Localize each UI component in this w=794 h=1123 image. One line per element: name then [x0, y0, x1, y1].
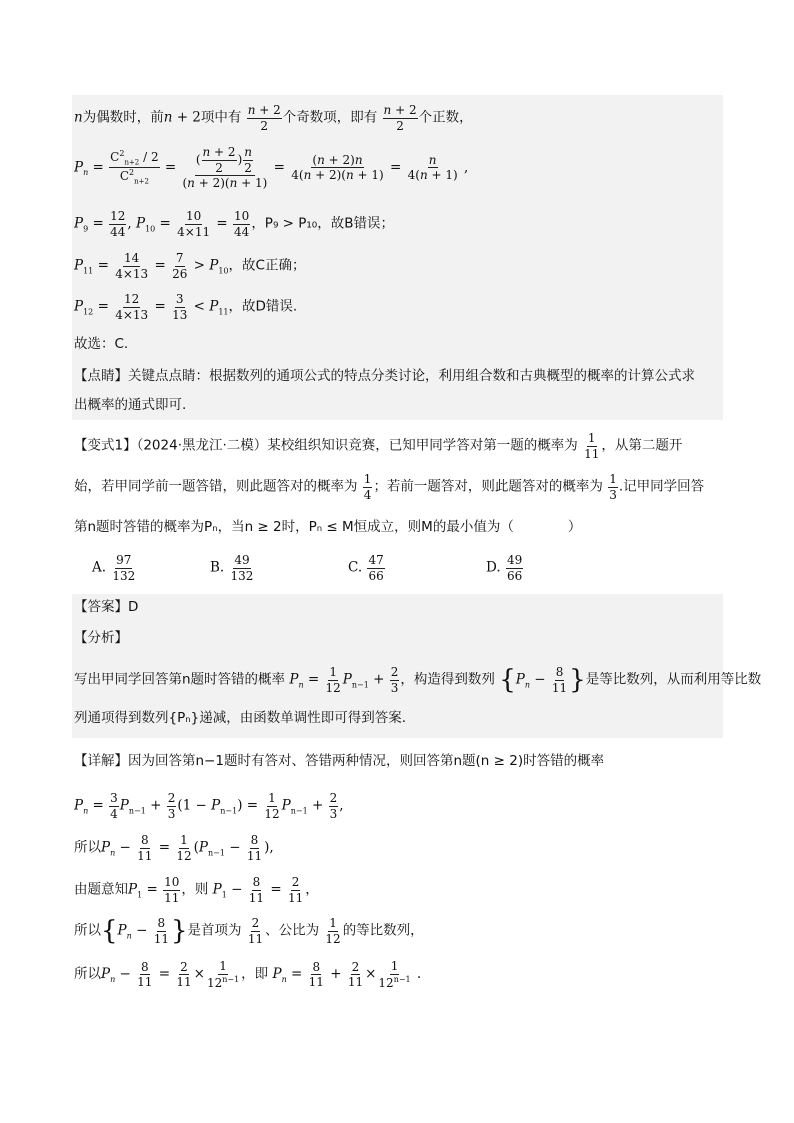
option-c: C. $\frac{47}{66}$: [348, 553, 384, 583]
detail-formula-4: 所以{$P_n$ − $\frac{8}{11}$ }是首项为 $\frac{2}{11}$ 、公比为 $\frac{1}{12}$ 的等比数列，: [74, 916, 424, 947]
analysis-line-1: 写出甲同学回答第n题时答错的概率 $P_n$ = $\frac{1}{12}$ $P_{n-1}$ + $\frac{2}{3}$ ，构造得到数列 {$P_n$ − $\frac{8}{11}$ }是等比数列，从而利用等比数: [74, 665, 762, 696]
detail-line-1: 【详解】因为回答第n−1题时有答对、答错两种情况，则回答第n题(n ≥ 2)时答错的概率: [74, 753, 605, 769]
option-b: B. $\frac{49}{132}$: [210, 553, 254, 583]
analysis-line-2: 列通项得到数列{Pₙ}递减，由函数单调性即可得到答案.: [74, 710, 406, 726]
line-p9-p10: $P_9$ = $\frac{12}{44}$ , $P_{10}$ = $\frac{10}{4\times 11}$ = $\frac{10}{44}$ ，P₉ > P₁₀，故B错误；: [74, 209, 394, 239]
variant-line-1: 【变式1】（2024·黑龙江·二模）某校组织知识竞赛，已知甲同学答对第一题的概率为 $\frac{1}{11}$ ，从第二题开: [74, 431, 683, 461]
variant-line-3: 第n题时答错的概率为Pₙ，当n ≥ 2时，Pₙ ≤ M恒成立，则M的最小值为（ ）: [74, 519, 582, 535]
analysis-label: 【分析】: [74, 630, 128, 646]
line-dianjing-1: 【点睛】关键点点睛：根据数列的通项公式的特点分类讨论，利用组合数和古典概型的概率的计算公式求: [74, 368, 695, 384]
detail-formula-5: 所以$P_n$ − $\frac{8}{11}$ = $\frac{2}{11}$ × $\frac{1}{12^{n-1}}$ ，即 $P_n$ = $\frac{8}{11}$ + $\frac{2}{11}$ × $\frac{1}{12^{n-1}}$ .: [74, 959, 422, 990]
variant-line-2: 始，若甲同学前一题答错，则此题答对的概率为 $\frac{1}{4}$ ；若前一题答对，则此题答对的概率为 $\frac{1}{3}$ .记甲同学回答: [74, 472, 705, 502]
line-choice: 故选：C.: [74, 336, 129, 352]
line-p12: $P_{12}$ = $\frac{12}{4\times 13}$ = $\frac{3}{13}$ < $P_{11}$，故D错误.: [74, 292, 298, 322]
line-p11: $P_{11}$ = $\frac{14}{4\times 13}$ = $\frac{7}{26}$ > $P_{10}$，故C正确；: [74, 251, 306, 281]
answer-label: 【答案】D: [74, 599, 139, 615]
formula-pn: $P_n$ = $\frac{C^2_{n+2} / 2}{C^2_{n+2}}$ = ( $\frac{n + 2}{2}$ ) $\frac{n}{2}$ (n + 2)(n + 1) = $\frac{(n + 2)n}{4(n + 2)(n + 1)}$ = $\frac{n}{4(n + 1)}$ ,: [74, 145, 469, 191]
option-a: A. $\frac{97}{132}$: [92, 553, 136, 583]
line-dianjing-2: 出概率的通式即可.: [74, 397, 187, 413]
detail-formula-1: $P_n$ = $\frac{3}{4}$ $P_{n-1}$ + $\frac{2}{3}$ $(1 - P_{n-1})$ = $\frac{1}{12}$ $P_{n-1}$ + $\frac{2}{3}$ ,: [74, 791, 344, 821]
detail-formula-3: 由题意知$P_1$ = $\frac{10}{11}$ ，则 $P_1$ − $\frac{8}{11}$ = $\frac{2}{11}$ ，: [74, 875, 319, 905]
option-d: D. $\frac{49}{66}$: [486, 553, 523, 583]
line-1: n为偶数时，前n + 2项中有 $\frac{n + 2}{2}$ 个奇数项，即有 $\frac{n + 2}{2}$ 个正数，: [74, 103, 473, 133]
detail-formula-2: 所以$P_n$ − $\frac{8}{11}$ = $\frac{1}{12}$ ($P_{n-1}$ − $\frac{8}{11}$ ),: [74, 833, 274, 863]
